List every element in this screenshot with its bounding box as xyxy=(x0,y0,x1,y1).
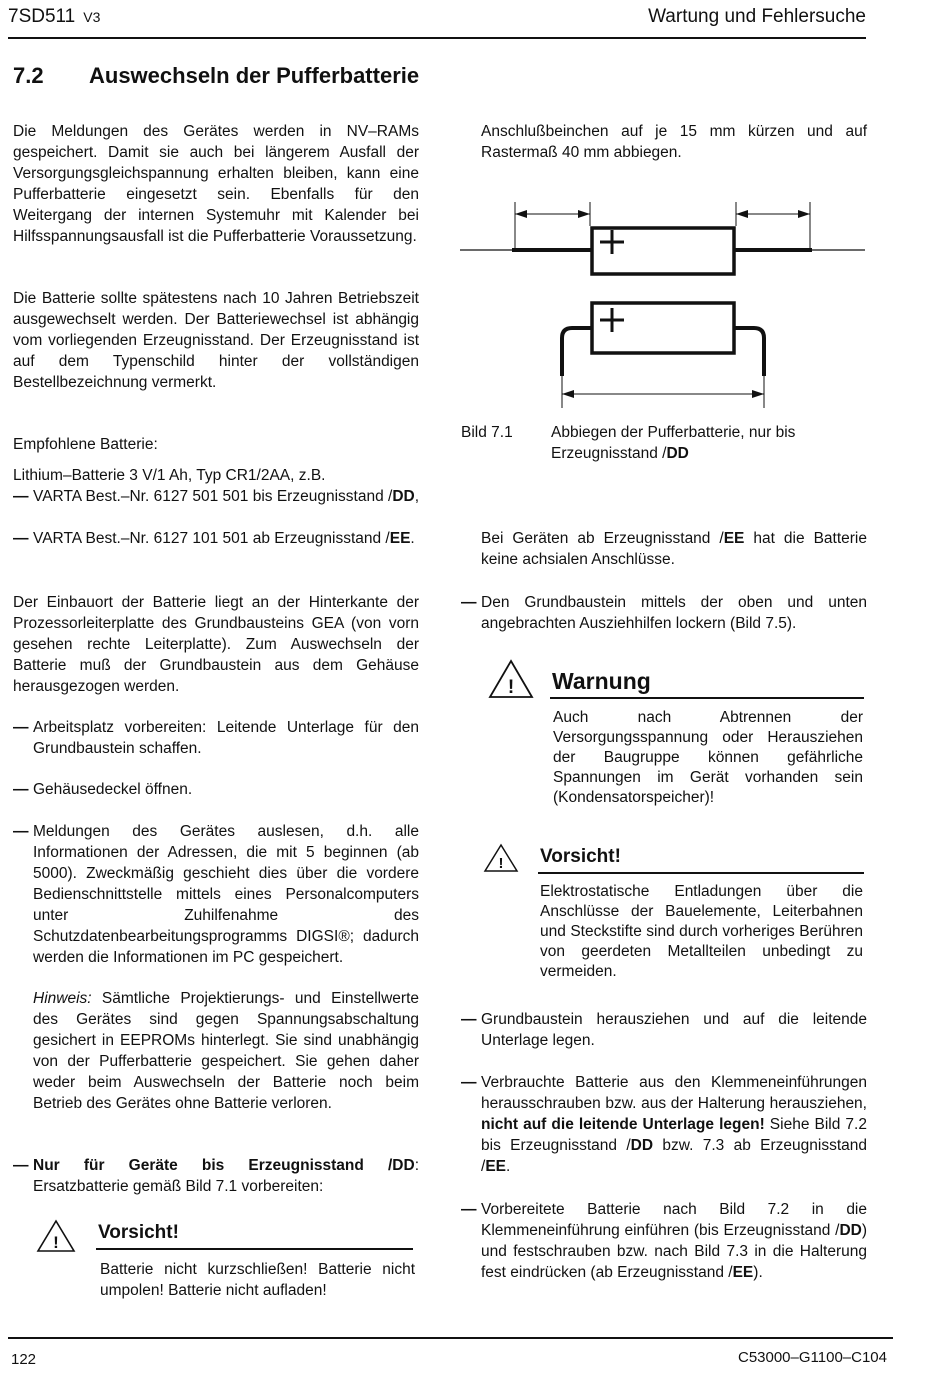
figure-caption xyxy=(551,422,851,464)
caution-icon-right xyxy=(483,843,519,873)
order-number: C53000–G1100–C104 xyxy=(737,1349,887,1366)
step-insert-battery xyxy=(461,1199,867,1283)
step-prepare-workplace: — Arbeitsplatz vorbereiten: Leitende Unterlage für den Grundbaustein schaffen. xyxy=(13,717,419,759)
caution-title-right: Vorsicht! xyxy=(540,846,621,867)
ee-text-b: hat die Batterie keine achsialen Anschlüsse. xyxy=(481,530,867,568)
chapter-title: Wartung und Fehlersuche xyxy=(648,6,866,27)
recommended-battery-label: Empfohlene Batterie: xyxy=(13,436,158,453)
remove-text-c: bzw. 7.3 ab Erzeugnisstand / xyxy=(481,1137,868,1175)
varta-1-end: , xyxy=(414,488,420,505)
remove-text-a: Verbrauchte Batterie aus den Klemmeneinführungen herausschrauben bzw. aus der Halterung herausziehen, xyxy=(481,1074,867,1112)
warning-icon xyxy=(488,659,534,699)
battery-bending-diagram xyxy=(460,198,865,413)
paragraph-location: Der Einbauort der Batterie liegt an der Hinterkante der Prozessorleiterplatte des Grundbausteins GEA (von vorn gesehen rechte Leiterplatte). Zum Auswechseln der Batterie muß der Grundbaustein aus dem Gehäuse herausgezogen werden. xyxy=(13,594,419,695)
arrow-6 xyxy=(752,390,764,398)
paragraph-leads: Anschlußbeinchen auf je 15 mm kürzen und auf Rastermaß 40 mm abbiegen. xyxy=(481,123,867,161)
doc-version: V3 xyxy=(83,9,101,25)
step-prepare-battery xyxy=(13,1155,419,1197)
hint-label: Hinweis: xyxy=(33,990,92,1007)
remove-code-1: DD xyxy=(630,1137,654,1154)
battery-type: Lithium–Batterie 3 V/1 Ah, Typ CR1/2AA, z.B. xyxy=(13,467,326,484)
doc-code: 7SD511 xyxy=(8,6,76,27)
caution-text-right: Elektrostatische Entladungen über die Anschlüsse der Bauelemente, Leiterbahnen und Steckstifte sind durch vorheriges Berühren von geerdeten Metallteilen unbedingt zu vermeiden. xyxy=(540,883,863,980)
varta-2-code: EE xyxy=(389,530,411,547)
header-rule xyxy=(8,37,866,39)
insert-text-a: Vorbereitete Batterie nach Bild 7.2 in die Klemmeneinführung einführen (bis Erzeugnisstand / xyxy=(481,1201,867,1239)
paragraph-lifetime: Die Batterie sollte spätestens nach 10 Jahren Betriebszeit ausgewechselt werden. Der Batteriewechsel ist abhängig vom vorliegenden Erzeugnisstand. Der Erzeugnisstand ist auf dem Typenschild hinter der vollständigen Bestellbezeichnung vermerkt. xyxy=(13,290,419,391)
svg-text:!: ! xyxy=(507,677,515,698)
ee-text-a: Bei Geräten ab Erzeugnisstand / xyxy=(481,530,724,547)
caution-rule-left xyxy=(96,1248,413,1250)
step-remove-battery xyxy=(461,1072,867,1177)
warning-rule xyxy=(550,697,864,699)
paragraph-ee-version xyxy=(481,528,867,570)
page-number: 122 xyxy=(11,1351,37,1368)
insert-text-c: ). xyxy=(753,1264,763,1281)
paragraph-intro: Die Meldungen des Gerätes werden in NV–RAMs gespeichert. Damit sie auch bei längerem Ausfall der Versorgungsgleichspannung erhalten bleiben, kann eine Pufferbatterie eingesetzt sein. Ebenfalls für den Weitergang der internen Systemuhr mit Kalender bei Hilfsspannungsausfall ist die Pufferbatterie Voraussetzung. xyxy=(13,123,419,245)
remove-text-d: . xyxy=(506,1158,511,1175)
ee-code: EE xyxy=(723,530,745,547)
arrow-2 xyxy=(578,210,590,218)
figure-caption-code: DD xyxy=(666,445,689,462)
svg-text:!: ! xyxy=(53,1233,59,1252)
remove-text-b: Siehe Bild 7.2 bis Erzeugnisstand / xyxy=(481,1116,867,1154)
document-id xyxy=(8,6,100,28)
insert-text-b: ) und festschrauben bzw. nach Bild 7.3 in die Halterung fest eindrücken (ab Erzeugnisstand / xyxy=(481,1222,867,1281)
list-item-varta-2 xyxy=(13,528,419,549)
list-item-varta-1 xyxy=(13,486,419,507)
step-loosen-module: — Den Grundbaustein mittels der oben und unten angebrachten Ausziehhilfen lockern (Bild 7.5). xyxy=(461,592,867,634)
step-read-messages: — Meldungen des Gerätes auslesen, d.h. alle Informationen der Adressen, die mit 5 beginnen (ab 5000). Zweckmäßig geschieht dies über die vordere Bedienschnittstelle mittels eines Personalcomputers unter Zuhilfenahme des Schutzdatenbearbeitungsprogramms DIGSI®; dadurch werden die Informationen im PC gespeichert. xyxy=(13,821,419,968)
section-title: Auswechseln der Pufferbatterie xyxy=(89,63,420,88)
insert-code-2: EE xyxy=(732,1264,754,1281)
arrow-3 xyxy=(736,210,748,218)
figure-label: Bild 7.1 xyxy=(461,424,513,441)
warning-title: Warnung xyxy=(552,668,651,694)
arrow-5 xyxy=(562,390,574,398)
varta-1-code: DD xyxy=(392,488,415,505)
step-prepare-battery-rest: : Ersatzbatterie gemäß Bild 7.1 vorbereiten: xyxy=(33,1157,419,1195)
arrow-4 xyxy=(798,210,810,218)
varta-2-text: VARTA Best.–Nr. 6127 101 501 ab Erzeugnisstand / xyxy=(33,530,390,547)
bent-lead-right xyxy=(734,328,764,376)
step-prepare-battery-bold: Nur für Geräte bis Erzeugnisstand / xyxy=(33,1157,393,1174)
hint-text: Sämtliche Projektierungs- und Einstellwerte des Gerätes sind gegen Spannungsabschaltung gesichert in EEPROMs hinterlegt. Sie sind unabhängig von der Pufferbatterie gespeichert. Sie gehen daher weder beim Auswechseln der Batterie noch beim Betrieb des Gerätes ohne Batterie verloren. xyxy=(33,990,419,1112)
caution-icon xyxy=(36,1219,76,1253)
figure-caption-text: Abbiegen der Pufferbatterie, nur bis Erzeugnisstand / xyxy=(551,424,796,462)
varta-2-end: . xyxy=(410,530,415,547)
remove-warning-bold: nicht auf die leitende Unterlage legen! xyxy=(481,1116,765,1133)
step-open-cover: — Gehäusedeckel öffnen. xyxy=(13,779,419,800)
section-number: 7.2 xyxy=(13,63,44,88)
arrow-1 xyxy=(515,210,527,218)
step-pull-out-module: — Grundbaustein herausziehen und auf die leitende Unterlage legen. xyxy=(461,1009,867,1051)
bent-lead-left xyxy=(562,328,592,376)
varta-1-text: VARTA Best.–Nr. 6127 501 501 bis Erzeugnisstand / xyxy=(33,488,393,505)
footer-rule xyxy=(8,1337,893,1339)
svg-text:!: ! xyxy=(498,855,504,872)
insert-code-1: DD xyxy=(839,1222,862,1239)
remove-code-2: EE xyxy=(485,1158,506,1175)
caution-text-left: Batterie nicht kurzschließen! Batterie nicht umpolen! Batterie nicht aufladen! xyxy=(100,1261,415,1299)
caution-rule-right xyxy=(538,872,864,874)
step-prepare-battery-code: DD xyxy=(392,1157,415,1174)
warning-text: Auch nach Abtrennen der Versorgungsspannung oder Herausziehen der Baugruppe können gefährliche Spannungen im Gerät vorhanden sein (Kondensatorspeicher)! xyxy=(553,709,863,806)
caution-title-left: Vorsicht! xyxy=(98,1222,179,1243)
hint-paragraph xyxy=(33,988,419,1114)
